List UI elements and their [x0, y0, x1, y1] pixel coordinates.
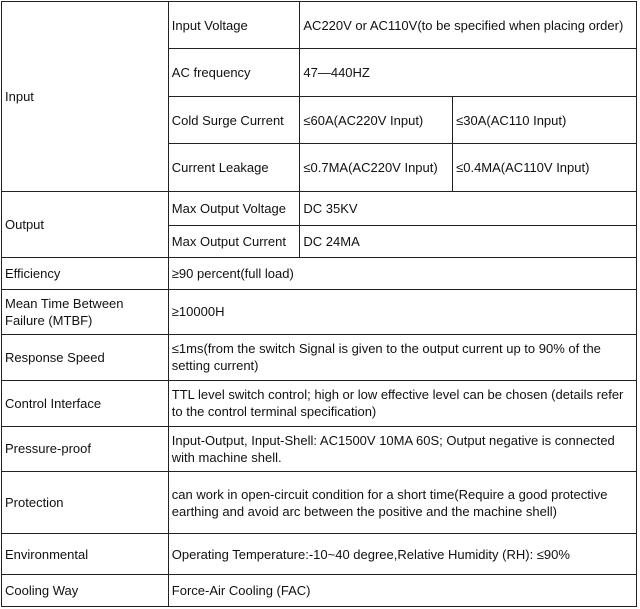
- table-row: [2, 334, 637, 380]
- row-value-pressure-proof: Input-Output, Input-Shell: AC1500V 10MA 60S; Output negative is connected with machine shell.: [168, 426, 636, 471]
- table-row: [2, 257, 637, 289]
- row-label-ac-frequency: AC frequency: [168, 49, 300, 97]
- row-label-input-voltage: Input Voltage: [168, 2, 300, 49]
- row-label-cooling-way: Cooling Way: [2, 575, 169, 607]
- spec-table: [1, 1, 637, 607]
- table-row: [2, 380, 637, 426]
- table-row: [2, 471, 637, 533]
- table-row: [2, 534, 637, 575]
- row-value-protection: can work in open-circuit condition for a short time(Require a good protective earthing and avoid arc between the positive and the machine shell): [168, 471, 636, 533]
- row-value-max-output-current: DC 24MA: [300, 226, 637, 258]
- row-value-max-output-voltage: DC 35KV: [300, 192, 637, 226]
- row-value-leakage-220v: ≤0.7MA(AC220V Input): [300, 144, 453, 192]
- group-label-output: Output: [2, 192, 169, 258]
- row-label-control-interface: Control Interface: [2, 380, 169, 426]
- row-value-control-interface: TTL level switch control; high or low effective level can be chosen (details refer to the control terminal specification): [168, 380, 636, 426]
- row-label-max-output-current: Max Output Current: [168, 226, 300, 258]
- row-value-leakage-110v: ≤0.4MA(AC110V Input): [453, 144, 637, 192]
- row-value-efficiency: ≥90 percent(full load): [168, 257, 636, 289]
- row-value-mtbf: ≥10000H: [168, 289, 636, 334]
- table-row: [2, 426, 637, 471]
- row-label-current-leakage: Current Leakage: [168, 144, 300, 192]
- row-value-cooling-way: Force-Air Cooling (FAC): [168, 575, 636, 607]
- row-label-efficiency: Efficiency: [2, 257, 169, 289]
- row-value-cold-surge-220v: ≤60A(AC220V Input): [300, 97, 453, 144]
- row-value-input-voltage: AC220V or AC110V(to be specified when placing order): [300, 2, 637, 49]
- group-label-input: Input: [2, 2, 169, 192]
- row-label-pressure-proof: Pressure-proof: [2, 426, 169, 471]
- table-row: [2, 289, 637, 334]
- row-value-ac-frequency: 47—440HZ: [300, 49, 637, 97]
- row-label-environmental: Environmental: [2, 534, 169, 575]
- row-label-cold-surge-current: Cold Surge Current: [168, 97, 300, 144]
- table-row: [2, 2, 637, 49]
- row-value-cold-surge-110v: ≤30A(AC110 Input): [453, 97, 637, 144]
- row-value-response-speed: ≤1ms(from the switch Signal is given to the output current up to 90% of the setting current): [168, 334, 636, 380]
- row-label-protection: Protection: [2, 471, 169, 533]
- table-row: [2, 575, 637, 607]
- row-value-environmental: Operating Temperature:-10~40 degree,Relative Humidity (RH): ≤90%: [168, 534, 636, 575]
- row-label-max-output-voltage: Max Output Voltage: [168, 192, 300, 226]
- table-row: [2, 192, 637, 226]
- row-label-response-speed: Response Speed: [2, 334, 169, 380]
- row-label-mtbf: Mean Time Between Failure (MTBF): [2, 289, 169, 334]
